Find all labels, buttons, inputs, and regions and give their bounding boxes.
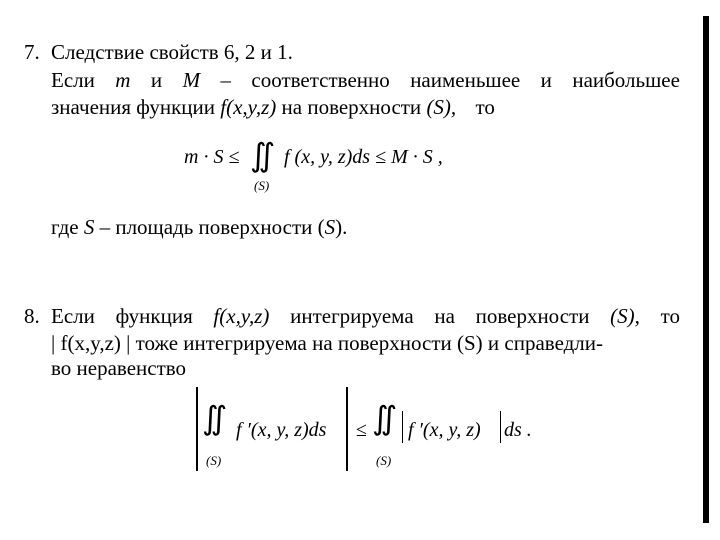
integral-domain: (S) bbox=[206, 453, 222, 468]
item-8-line-3: во неравенство bbox=[51, 356, 187, 380]
var-M: M bbox=[182, 68, 201, 92]
surface-S: (S), bbox=[426, 95, 457, 119]
text: – площадь поверхности ( bbox=[94, 215, 325, 239]
word: то bbox=[660, 304, 680, 328]
word: интегрируема bbox=[290, 304, 414, 328]
function-f: f(x,y,z) bbox=[220, 95, 277, 119]
formula-left: m · S ≤ bbox=[184, 146, 240, 168]
formula-integrand: f (x, y, z)ds ≤ M · S , bbox=[284, 146, 443, 168]
abs-bar-inner-right bbox=[500, 411, 501, 443]
text: то bbox=[470, 95, 495, 119]
item-7-heading: Следствие свойств 6, 2 и 1. bbox=[51, 40, 293, 64]
abs-bar-inner-left bbox=[402, 411, 403, 443]
word: поверхности bbox=[475, 304, 590, 328]
var-m: m bbox=[115, 68, 131, 92]
right-border-rule bbox=[703, 16, 709, 523]
text: на поверхности bbox=[276, 95, 427, 119]
var-S: S bbox=[83, 215, 95, 239]
var-S: S bbox=[324, 215, 336, 239]
text: значения функции bbox=[51, 95, 221, 119]
item-7-line-1 bbox=[51, 68, 680, 92]
word: Если bbox=[51, 304, 95, 328]
text: где bbox=[51, 215, 84, 239]
lhs-integrand: f ′(x, y, z)ds bbox=[236, 419, 327, 441]
rhs-tail: ds . bbox=[504, 419, 532, 441]
double-integral-sign: ∬ bbox=[250, 137, 276, 173]
word: и bbox=[540, 68, 552, 92]
word: – bbox=[220, 68, 231, 92]
formula-abs-inequality bbox=[196, 385, 556, 475]
abs-bar-left bbox=[196, 387, 198, 471]
word: на bbox=[434, 304, 455, 328]
function-f: f(x,y,z) bbox=[213, 304, 270, 328]
formula-mean-value bbox=[184, 137, 484, 200]
surface-S: (S), bbox=[610, 304, 640, 328]
item-8-line-2: | f(x,y,z) | тоже интегрируема на поверхности (S) и справедли- bbox=[51, 331, 604, 355]
word: наименьшее bbox=[410, 68, 521, 92]
item-8-number: 8. bbox=[24, 304, 40, 328]
abs-bar-right bbox=[346, 387, 348, 471]
integral-domain: (S) bbox=[376, 453, 392, 468]
word: и bbox=[150, 68, 163, 92]
integral-domain: (S) bbox=[254, 178, 270, 193]
less-equal-sign: ≤ bbox=[356, 419, 367, 441]
word: наибольшее bbox=[572, 68, 680, 92]
word: Если bbox=[51, 68, 95, 92]
word: функция bbox=[115, 304, 193, 328]
item-7-number: 7. bbox=[24, 40, 40, 64]
text: ). bbox=[335, 215, 348, 239]
rhs-integrand: f ′(x, y, z) bbox=[408, 419, 481, 441]
item-7-after bbox=[51, 215, 347, 239]
double-integral-sign: ∬ bbox=[372, 400, 398, 436]
item-8-line-1 bbox=[51, 304, 680, 328]
item-7-line-2 bbox=[51, 95, 495, 119]
double-integral-sign: ∬ bbox=[202, 400, 228, 436]
word: соответственно bbox=[251, 68, 390, 92]
